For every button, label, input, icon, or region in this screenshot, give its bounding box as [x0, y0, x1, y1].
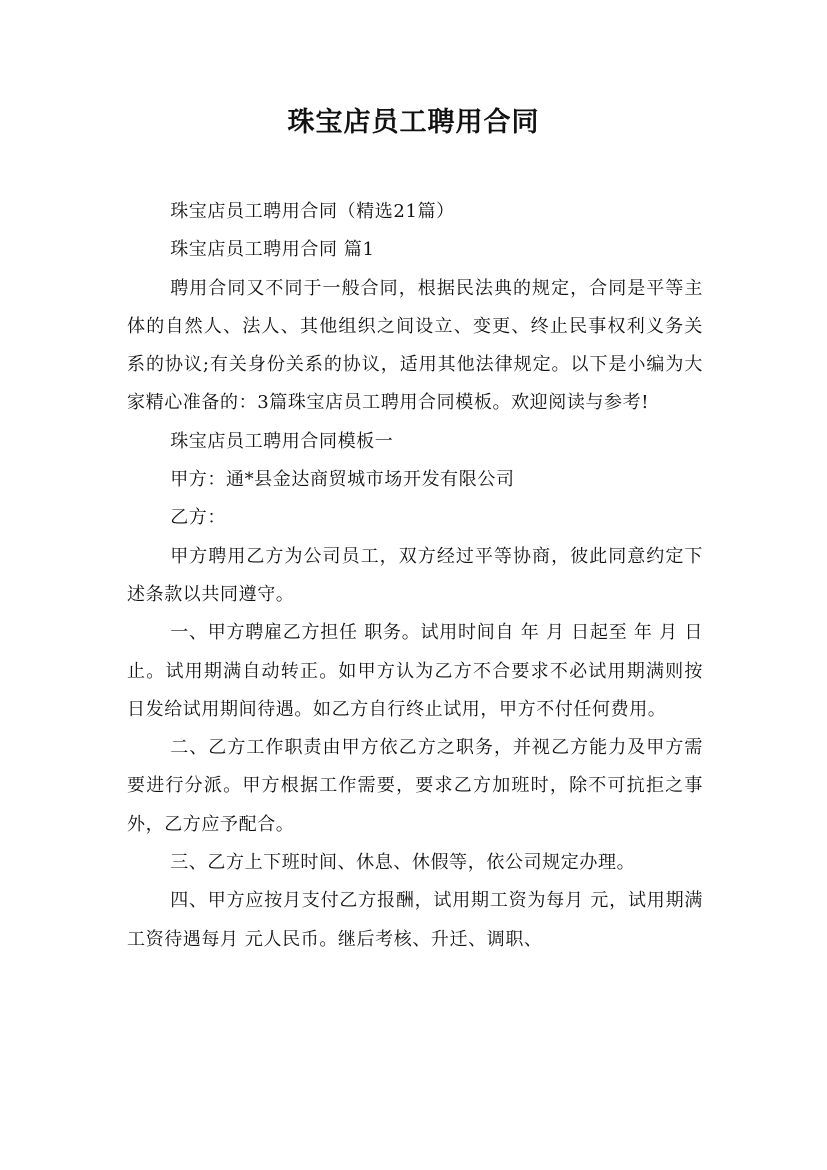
paragraph-agreement: 甲方聘用乙方为公司员工，双方经过平等协商，彼此同意约定下述条款以共同遵守。	[127, 545, 703, 605]
paragraph-clause-2: 二、乙方工作职责由甲方依乙方之职务，并视乙方能力及甲方需要进行分派。甲方根据工作需要，要求乙方加班时，除不可抗拒之事外，乙方应予配合。	[127, 737, 703, 835]
paragraph-clause-4: 四、甲方应按月支付乙方报酬，试用期工资为每月 元，试用期满工资待遇每月 元人民币。继后考核、升迁、调职、	[127, 890, 703, 950]
paragraph-clause-1: 一、甲方聘雇乙方担任 职务。试用时间自 年 月 日起至 年 月 日止。试用期满自动转正。如甲方认为乙方不合要求不必试用期满则按日发给试用期间待遇。如乙方自行终止试用，甲方不付任何费用。	[127, 622, 703, 720]
paragraph-party-b: 乙方：	[170, 507, 226, 529]
document-title: 珠宝店员工聘用合同	[287, 107, 540, 138]
document-body	[127, 193, 703, 959]
paragraph-party-a: 甲方：通*县金达商贸城市场开发有限公司	[170, 469, 515, 491]
paragraph-clause-3: 三、乙方上下班时间、休息、休假等，依公司规定办理。	[170, 852, 636, 874]
paragraph-intro: 聘用合同又不同于一般合同，根据民法典的规定，合同是平等主体的自然人、法人、其他组织之间设立、变更、终止民事权利义务关系的协议;有关身份关系的协议，适用其他法律规定。以下是小编为大家精心准备的：3篇珠宝店员工聘用合同模板。欢迎阅读与参考!	[127, 277, 703, 414]
paragraph-section-heading: 珠宝店员工聘用合同 篇1	[170, 239, 375, 261]
paragraph-subtitle: 珠宝店员工聘用合同（精选21篇）	[170, 201, 455, 222]
paragraph-template-heading: 珠宝店员工聘用合同模板一	[170, 430, 394, 452]
